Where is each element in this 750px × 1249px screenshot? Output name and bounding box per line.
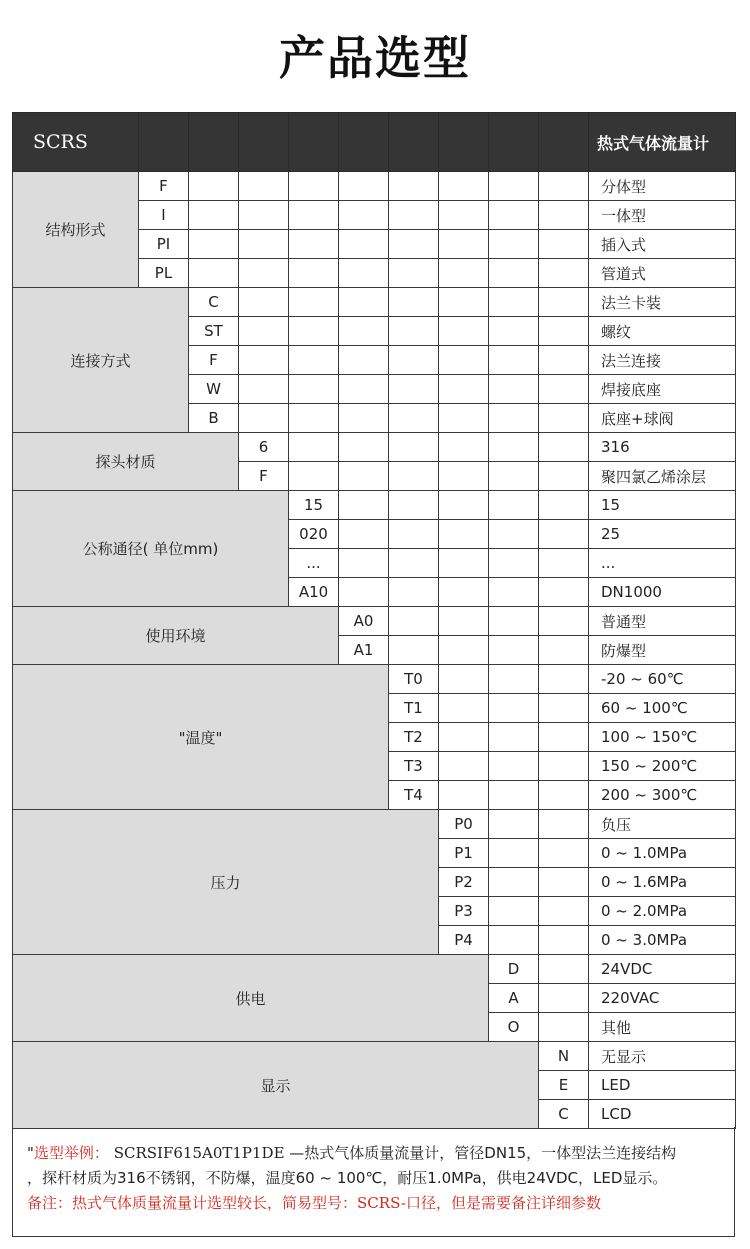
empty-cell bbox=[439, 723, 489, 752]
option-description: 0 ~ 1.6MPa bbox=[589, 868, 736, 897]
empty-cell bbox=[389, 201, 439, 230]
empty-cell bbox=[439, 259, 489, 288]
option-code: F bbox=[189, 346, 239, 375]
group-label: 连接方式 bbox=[13, 288, 189, 433]
empty-cell bbox=[439, 752, 489, 781]
empty-cell bbox=[239, 404, 289, 433]
empty-cell bbox=[489, 694, 539, 723]
empty-cell bbox=[489, 317, 539, 346]
empty-cell bbox=[239, 230, 289, 259]
option-code: C bbox=[189, 288, 239, 317]
empty-cell bbox=[439, 636, 489, 665]
option-description: 底座+球阀 bbox=[589, 404, 736, 433]
empty-cell bbox=[489, 288, 539, 317]
empty-cell bbox=[289, 259, 339, 288]
empty-cell bbox=[389, 317, 439, 346]
empty-cell bbox=[539, 491, 589, 520]
empty-cell bbox=[539, 172, 589, 201]
group-label: 使用环境 bbox=[13, 607, 339, 665]
option-code: E bbox=[539, 1071, 589, 1100]
option-description: 法兰连接 bbox=[589, 346, 736, 375]
empty-cell bbox=[489, 810, 539, 839]
empty-cell bbox=[189, 230, 239, 259]
option-description: 管道式 bbox=[589, 259, 736, 288]
empty-cell bbox=[339, 375, 389, 404]
empty-cell bbox=[439, 665, 489, 694]
empty-cell bbox=[439, 491, 489, 520]
empty-cell bbox=[489, 549, 539, 578]
empty-cell bbox=[389, 346, 439, 375]
empty-cell bbox=[389, 462, 439, 491]
empty-cell bbox=[339, 288, 389, 317]
empty-cell bbox=[439, 781, 489, 810]
empty-cell bbox=[489, 433, 539, 462]
empty-cell bbox=[489, 201, 539, 230]
model-prefix: SCRS bbox=[13, 113, 139, 172]
empty-cell bbox=[489, 462, 539, 491]
option-code: A0 bbox=[339, 607, 389, 636]
empty-cell bbox=[189, 172, 239, 201]
option-description: 220VAC bbox=[589, 984, 736, 1013]
empty-cell bbox=[389, 404, 439, 433]
empty-cell bbox=[539, 433, 589, 462]
empty-cell bbox=[239, 259, 289, 288]
empty-cell bbox=[339, 259, 389, 288]
empty-cell bbox=[489, 868, 539, 897]
empty-cell bbox=[289, 230, 339, 259]
option-code: O bbox=[489, 1013, 539, 1042]
option-code: D bbox=[489, 955, 539, 984]
empty-cell bbox=[339, 317, 389, 346]
empty-cell bbox=[439, 375, 489, 404]
empty-cell bbox=[339, 578, 389, 607]
empty-cell bbox=[239, 317, 289, 346]
empty-cell bbox=[239, 201, 289, 230]
option-code: P0 bbox=[439, 810, 489, 839]
option-description: 0 ~ 3.0MPa bbox=[589, 926, 736, 955]
option-code: T4 bbox=[389, 781, 439, 810]
empty-cell bbox=[539, 694, 589, 723]
empty-cell bbox=[439, 172, 489, 201]
option-description: 插入式 bbox=[589, 230, 736, 259]
option-code: 15 bbox=[289, 491, 339, 520]
option-code: P1 bbox=[439, 839, 489, 868]
empty-cell bbox=[339, 404, 389, 433]
table-row bbox=[13, 810, 736, 839]
option-code: P2 bbox=[439, 868, 489, 897]
group-label: 供电 bbox=[13, 955, 489, 1042]
group-label: "温度" bbox=[13, 665, 389, 810]
empty-cell bbox=[239, 288, 289, 317]
empty-cell bbox=[539, 607, 589, 636]
empty-cell bbox=[389, 433, 439, 462]
empty-cell bbox=[539, 549, 589, 578]
selection-remark: 备注：热式气体质量流量计选型较长，简易型号：SCRS-口径，但是需要备注详细参数 bbox=[27, 1194, 601, 1212]
empty-cell bbox=[539, 520, 589, 549]
empty-cell bbox=[289, 433, 339, 462]
empty-cell bbox=[539, 868, 589, 897]
empty-cell bbox=[389, 172, 439, 201]
option-description: 负压 bbox=[589, 810, 736, 839]
option-description: 焊接底座 bbox=[589, 375, 736, 404]
empty-cell bbox=[539, 636, 589, 665]
empty-cell bbox=[339, 462, 389, 491]
option-description: ... bbox=[589, 549, 736, 578]
option-description: 0 ~ 1.0MPa bbox=[589, 839, 736, 868]
empty-cell bbox=[339, 346, 389, 375]
empty-cell bbox=[439, 317, 489, 346]
option-description: 150 ~ 200℃ bbox=[589, 752, 736, 781]
option-code: T0 bbox=[389, 665, 439, 694]
empty-cell bbox=[339, 230, 389, 259]
table-row bbox=[13, 607, 736, 636]
option-code: F bbox=[139, 172, 189, 201]
option-code: P3 bbox=[439, 897, 489, 926]
option-code: A1 bbox=[339, 636, 389, 665]
option-description: 聚四氯乙烯涂层 bbox=[589, 462, 736, 491]
empty-cell bbox=[189, 259, 239, 288]
empty-cell bbox=[539, 375, 589, 404]
option-description: LCD bbox=[589, 1100, 736, 1129]
table-row bbox=[13, 665, 736, 694]
empty-cell bbox=[389, 520, 439, 549]
empty-cell bbox=[389, 288, 439, 317]
empty-cell bbox=[539, 288, 589, 317]
empty-cell bbox=[539, 752, 589, 781]
group-label: 公称通径( 单位mm) bbox=[13, 491, 289, 607]
option-description: 100 ~ 150℃ bbox=[589, 723, 736, 752]
empty-cell bbox=[539, 259, 589, 288]
empty-cell bbox=[489, 375, 539, 404]
option-description: 24VDC bbox=[589, 955, 736, 984]
empty-cell bbox=[489, 607, 539, 636]
empty-cell bbox=[289, 375, 339, 404]
empty-cell bbox=[539, 926, 589, 955]
empty-cell bbox=[339, 201, 389, 230]
group-label: 显示 bbox=[13, 1042, 539, 1129]
empty-cell bbox=[539, 230, 589, 259]
empty-cell bbox=[539, 723, 589, 752]
option-code: A10 bbox=[289, 578, 339, 607]
empty-cell bbox=[539, 578, 589, 607]
empty-cell bbox=[539, 955, 589, 984]
option-description: 200 ~ 300℃ bbox=[589, 781, 736, 810]
option-code: F bbox=[239, 462, 289, 491]
empty-cell bbox=[489, 578, 539, 607]
option-code: N bbox=[539, 1042, 589, 1071]
empty-cell bbox=[489, 723, 539, 752]
option-description: 螺纹 bbox=[589, 317, 736, 346]
option-description: DN1000 bbox=[589, 578, 736, 607]
empty-cell bbox=[289, 317, 339, 346]
empty-cell bbox=[339, 549, 389, 578]
selection-notes bbox=[12, 1127, 735, 1237]
empty-cell bbox=[339, 520, 389, 549]
empty-cell bbox=[489, 752, 539, 781]
option-code: ST bbox=[189, 317, 239, 346]
empty-cell bbox=[489, 404, 539, 433]
option-description: 25 bbox=[589, 520, 736, 549]
table-row bbox=[13, 433, 736, 462]
empty-cell bbox=[189, 201, 239, 230]
empty-cell bbox=[439, 288, 489, 317]
table-row bbox=[13, 955, 736, 984]
empty-cell bbox=[539, 665, 589, 694]
option-code: W bbox=[189, 375, 239, 404]
option-description: 无显示 bbox=[589, 1042, 736, 1071]
selection-example-cont: ，探杆材质为316不锈钢，不防爆，温度60 ~ 100℃，耐压1.0MPa，供电24VDC，LED显示。 bbox=[27, 1169, 668, 1187]
option-description: 316 bbox=[589, 433, 736, 462]
option-code: 020 bbox=[289, 520, 339, 549]
option-description: 普通型 bbox=[589, 607, 736, 636]
empty-cell bbox=[239, 346, 289, 375]
empty-cell bbox=[389, 230, 439, 259]
empty-cell bbox=[439, 694, 489, 723]
empty-cell bbox=[289, 288, 339, 317]
group-label: 结构形式 bbox=[13, 172, 139, 288]
empty-cell bbox=[489, 839, 539, 868]
empty-cell bbox=[289, 201, 339, 230]
empty-cell bbox=[389, 636, 439, 665]
option-description: 15 bbox=[589, 491, 736, 520]
group-label: 压力 bbox=[13, 810, 439, 955]
empty-cell bbox=[539, 839, 589, 868]
empty-cell bbox=[539, 810, 589, 839]
table-header-row bbox=[13, 113, 736, 172]
empty-cell bbox=[439, 578, 489, 607]
option-description: 其他 bbox=[589, 1013, 736, 1042]
group-label: 探头材质 bbox=[13, 433, 239, 491]
option-code: 6 bbox=[239, 433, 289, 462]
option-description: 防爆型 bbox=[589, 636, 736, 665]
empty-cell bbox=[489, 897, 539, 926]
empty-cell bbox=[439, 433, 489, 462]
empty-cell bbox=[489, 926, 539, 955]
option-description: 分体型 bbox=[589, 172, 736, 201]
empty-cell bbox=[239, 172, 289, 201]
empty-cell bbox=[439, 404, 489, 433]
empty-cell bbox=[389, 549, 439, 578]
option-code: T3 bbox=[389, 752, 439, 781]
empty-cell bbox=[539, 201, 589, 230]
empty-cell bbox=[289, 172, 339, 201]
empty-cell bbox=[539, 346, 589, 375]
option-code: P4 bbox=[439, 926, 489, 955]
empty-cell bbox=[439, 346, 489, 375]
empty-cell bbox=[489, 230, 539, 259]
empty-cell bbox=[539, 781, 589, 810]
option-description: 0 ~ 2.0MPa bbox=[589, 897, 736, 926]
empty-cell bbox=[439, 607, 489, 636]
empty-cell bbox=[489, 665, 539, 694]
option-code: I bbox=[139, 201, 189, 230]
empty-cell bbox=[489, 636, 539, 665]
empty-cell bbox=[539, 462, 589, 491]
empty-cell bbox=[489, 491, 539, 520]
option-description: LED bbox=[589, 1071, 736, 1100]
empty-cell bbox=[539, 897, 589, 926]
empty-cell bbox=[489, 781, 539, 810]
option-code: C bbox=[539, 1100, 589, 1129]
empty-cell bbox=[489, 520, 539, 549]
option-description: 法兰卡装 bbox=[589, 288, 736, 317]
empty-cell bbox=[239, 375, 289, 404]
empty-cell bbox=[289, 404, 339, 433]
table-row bbox=[13, 288, 736, 317]
empty-cell bbox=[539, 984, 589, 1013]
option-code: PI bbox=[139, 230, 189, 259]
empty-cell bbox=[339, 491, 389, 520]
option-code: PL bbox=[139, 259, 189, 288]
selection-example: "选型举例： SCRSIF615A0T1P1DE —热式气体质量流量计，管径DN15，一体型法兰连接结构 bbox=[27, 1144, 677, 1162]
empty-cell bbox=[439, 201, 489, 230]
option-code: B bbox=[189, 404, 239, 433]
empty-cell bbox=[389, 491, 439, 520]
option-description: 60 ~ 100℃ bbox=[589, 694, 736, 723]
page-title: 产品选型 bbox=[279, 31, 471, 85]
empty-cell bbox=[389, 375, 439, 404]
empty-cell bbox=[439, 462, 489, 491]
option-code: T2 bbox=[389, 723, 439, 752]
empty-cell bbox=[339, 433, 389, 462]
empty-cell bbox=[339, 172, 389, 201]
option-code: A bbox=[489, 984, 539, 1013]
empty-cell bbox=[389, 578, 439, 607]
option-code: ... bbox=[289, 549, 339, 578]
empty-cell bbox=[489, 172, 539, 201]
empty-cell bbox=[489, 346, 539, 375]
selection-table bbox=[12, 112, 736, 1129]
option-description: -20 ~ 60℃ bbox=[589, 665, 736, 694]
empty-cell bbox=[439, 520, 489, 549]
empty-cell bbox=[439, 549, 489, 578]
option-code: T1 bbox=[389, 694, 439, 723]
empty-cell bbox=[539, 317, 589, 346]
product-name: 热式气体流量计 bbox=[589, 113, 736, 172]
empty-cell bbox=[539, 404, 589, 433]
empty-cell bbox=[489, 259, 539, 288]
table-row bbox=[13, 491, 736, 520]
option-description: 一体型 bbox=[589, 201, 736, 230]
empty-cell bbox=[289, 346, 339, 375]
empty-cell bbox=[389, 259, 439, 288]
table-row bbox=[13, 172, 736, 201]
empty-cell bbox=[289, 462, 339, 491]
empty-cell bbox=[389, 607, 439, 636]
table-row bbox=[13, 1042, 736, 1071]
empty-cell bbox=[539, 1013, 589, 1042]
empty-cell bbox=[439, 230, 489, 259]
